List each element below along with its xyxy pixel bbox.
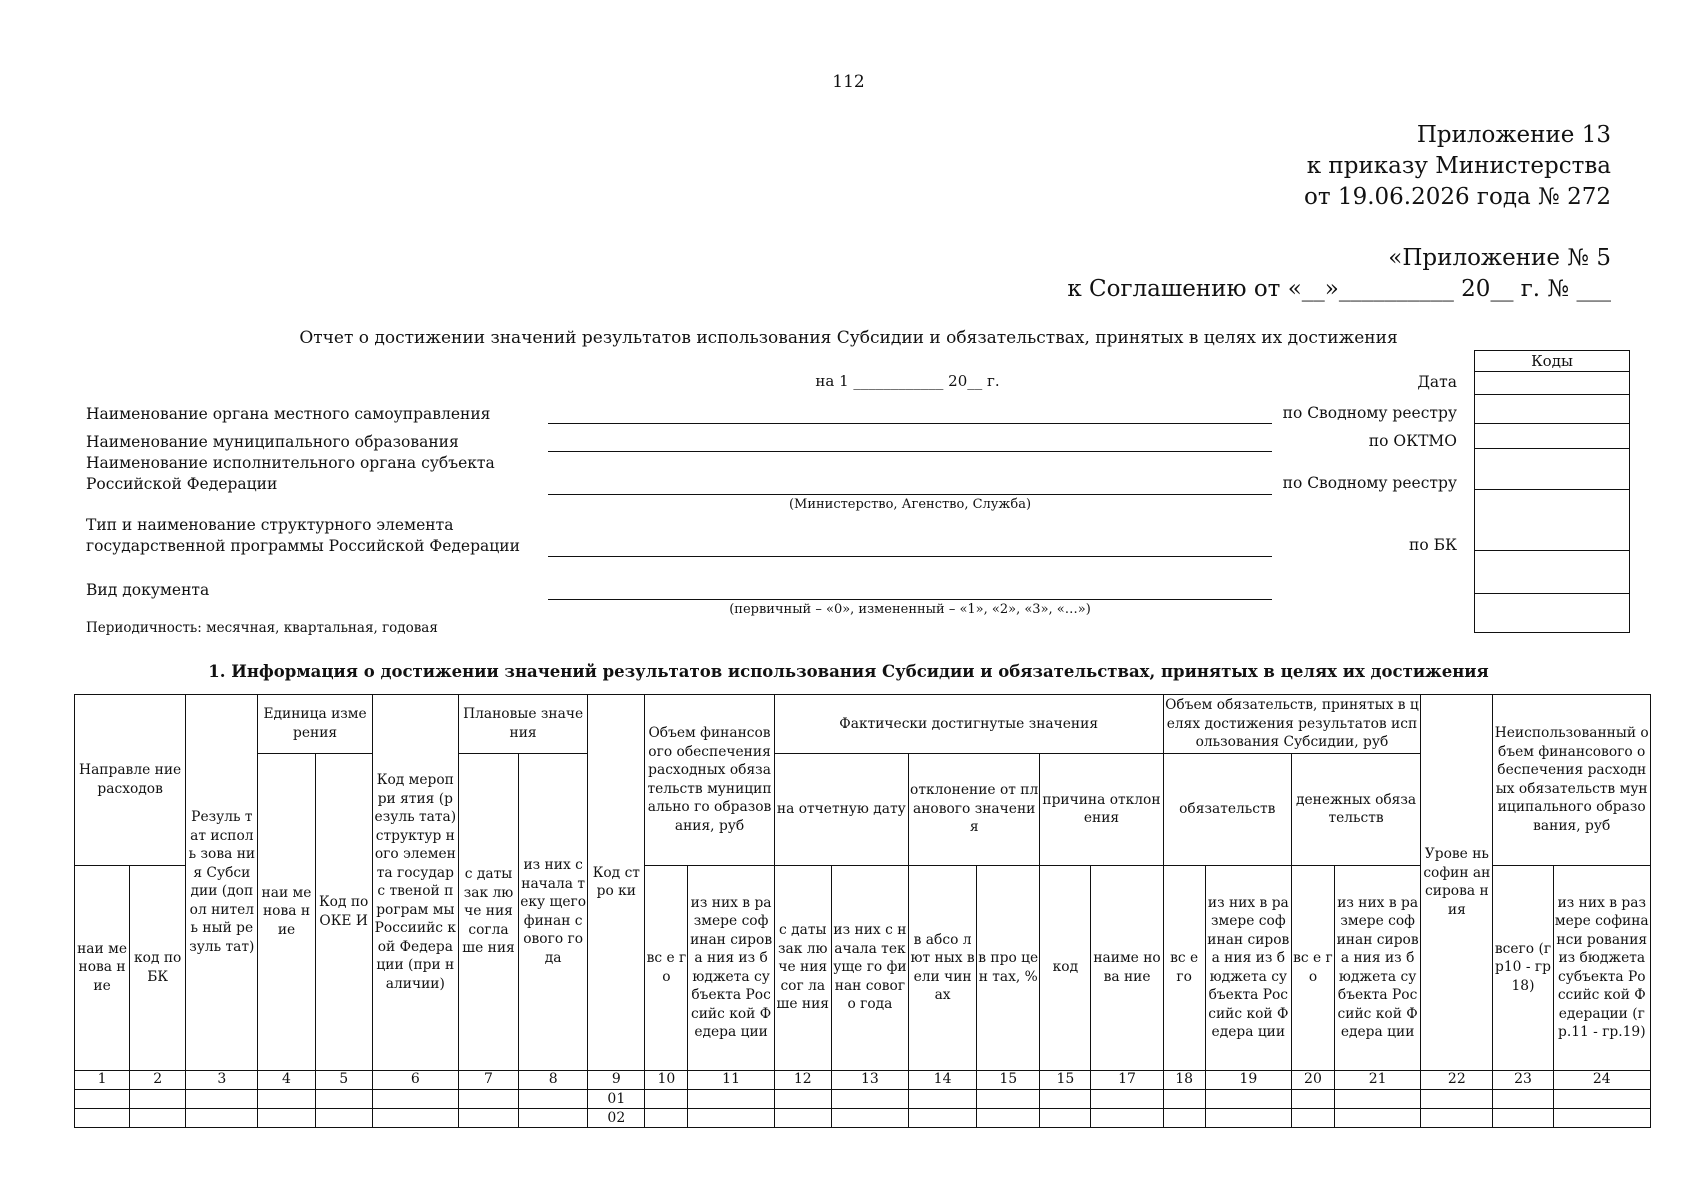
- col-12-header: с даты зак лю че ния сог ла ше ния: [774, 865, 831, 1070]
- col-number: 19: [1205, 1070, 1291, 1089]
- data-cell[interactable]: [458, 1108, 518, 1127]
- data-cell[interactable]: [372, 1108, 458, 1127]
- col-number: 8: [519, 1070, 588, 1089]
- col-5-header: Код по ОКЕ И: [315, 753, 372, 1070]
- local-gov-label: Наименование органа местного самоуправления: [86, 405, 491, 423]
- data-cell[interactable]: [831, 1089, 908, 1108]
- code-label-registry-2: по Сводному реестру: [1282, 474, 1457, 492]
- data-cell[interactable]: [75, 1108, 130, 1127]
- data-cell[interactable]: [774, 1089, 831, 1108]
- data-cell[interactable]: [458, 1089, 518, 1108]
- data-cell[interactable]: [688, 1108, 774, 1127]
- col-number: 5: [315, 1070, 372, 1089]
- data-cell[interactable]: [372, 1089, 458, 1108]
- appendix-line-3: от 19.06.2026 года № 272: [1304, 184, 1611, 210]
- col-14-header: в абсо лют ных вели чинах: [909, 865, 977, 1070]
- header-unit: Единица измерения: [258, 695, 372, 754]
- data-cell[interactable]: [130, 1108, 186, 1127]
- periodicity-note: Периодичность: месячная, квартальная, годовая: [86, 620, 438, 636]
- col-number: 23: [1493, 1070, 1553, 1089]
- annex-line-1: «Приложение № 5: [1388, 245, 1611, 271]
- col-number: 10: [645, 1070, 688, 1089]
- col-7-header: с даты зак лю че ния согла ше ния: [458, 753, 518, 1070]
- data-cell[interactable]: [1421, 1089, 1493, 1108]
- row-code: 01: [588, 1089, 645, 1108]
- code-label-bk: по БК: [1409, 536, 1457, 554]
- col-number: 21: [1335, 1070, 1421, 1089]
- appendix-line-2: к приказу Министерства: [1306, 153, 1611, 179]
- header-on-date: на отчетную дату: [774, 753, 908, 865]
- data-cell[interactable]: [519, 1089, 588, 1108]
- data-cell[interactable]: [1421, 1108, 1493, 1127]
- col-number: 24: [1553, 1070, 1650, 1089]
- data-cell[interactable]: [75, 1089, 130, 1108]
- data-cell[interactable]: [1335, 1108, 1421, 1127]
- col-19-header: из них в размере софинан сирова ния из бюджета субъекта Российс кой Федера ции: [1205, 865, 1291, 1070]
- exec-body-label-1: Наименование исполнительного органа субъекта: [86, 454, 495, 472]
- doc-type-line[interactable]: [548, 599, 1272, 600]
- report-date-line: на 1 ____________ 20__ г.: [815, 372, 1000, 390]
- header-cofin-level: Урове нь софин ан сирова ния: [1421, 695, 1493, 1071]
- code-cell-periodicity[interactable]: [1475, 594, 1630, 633]
- col-20-header: вс е го: [1291, 865, 1334, 1070]
- data-cell[interactable]: [1553, 1108, 1650, 1127]
- code-cell-doc-type[interactable]: [1475, 551, 1630, 594]
- col-number: 1: [75, 1070, 130, 1089]
- program-line[interactable]: [548, 556, 1272, 557]
- header-financing: Объем финансового обеспечения расходных обязательств муниципально го образования, руб: [645, 695, 774, 866]
- header-direction: Направле ние расходов: [75, 695, 186, 866]
- col-15-header: в про цен тах, %: [977, 865, 1040, 1070]
- data-cell[interactable]: [831, 1108, 908, 1127]
- data-cell[interactable]: [977, 1089, 1040, 1108]
- col-23-header: всего (гр10 - гр18): [1493, 865, 1553, 1070]
- local-gov-line[interactable]: [548, 423, 1272, 424]
- header-deviation: отклонение от планового значения: [909, 753, 1040, 865]
- code-cell-date[interactable]: [1475, 372, 1630, 395]
- report-title: Отчет о достижении значений результатов использования Субсидии и обязательствах, принятых в целях их достижения: [299, 328, 1398, 348]
- col-16-header: код: [1040, 865, 1091, 1070]
- exec-body-line[interactable]: [548, 494, 1272, 495]
- table-row: [75, 1108, 1651, 1127]
- col-17-header: наиме нова ние: [1091, 865, 1163, 1070]
- data-cell[interactable]: [645, 1108, 688, 1127]
- col-11-header: из них в размере софинан сирова ния из бюджета субъекта Российс кой Федера ции: [688, 865, 774, 1070]
- header-actual: Фактически достигнутые значения: [774, 695, 1163, 754]
- results-table: [74, 694, 1651, 1128]
- data-cell[interactable]: [1553, 1089, 1650, 1108]
- header-money-obligations: денежных обязательств: [1291, 753, 1420, 865]
- col-number: 14: [909, 1070, 977, 1089]
- data-cell[interactable]: [1493, 1089, 1553, 1108]
- col-number: 4: [258, 1070, 315, 1089]
- col-18-header: вс е го: [1163, 865, 1205, 1070]
- data-cell[interactable]: [1205, 1089, 1291, 1108]
- data-cell[interactable]: [645, 1089, 688, 1108]
- col-2-header: код по БК: [130, 865, 186, 1070]
- data-cell[interactable]: [774, 1108, 831, 1127]
- row-code: 02: [588, 1108, 645, 1127]
- col-number: 13: [831, 1070, 908, 1089]
- col-number: 9: [588, 1070, 645, 1089]
- data-cell[interactable]: [1091, 1108, 1163, 1127]
- codes-table: [1474, 350, 1630, 633]
- data-cell[interactable]: [315, 1089, 372, 1108]
- col-24-header: из них в размере софинанси рования из бюджета субъекта Российс кой Федерации (гр.11 - гр.19): [1553, 865, 1650, 1070]
- col-number: 11: [688, 1070, 774, 1089]
- col-number: 17: [1091, 1070, 1163, 1089]
- header-planned: Плановые значения: [458, 695, 587, 754]
- code-label-oktmo: по ОКТМО: [1368, 432, 1457, 450]
- header-obligations: обязательств: [1163, 753, 1291, 865]
- exec-body-label-2: Российской Федерации: [86, 475, 278, 493]
- data-cell[interactable]: [1040, 1089, 1091, 1108]
- data-cell[interactable]: [909, 1108, 977, 1127]
- col-number: 6: [372, 1070, 458, 1089]
- header-obligations-total: Объем обязательств, принятых в целях достижения результатов использования Субсидии, руб: [1163, 695, 1421, 754]
- data-cell[interactable]: [688, 1089, 774, 1108]
- program-label-1: Тип и наименование структурного элемента: [86, 516, 454, 534]
- data-cell[interactable]: [977, 1108, 1040, 1127]
- doc-type-label: Вид документа: [86, 581, 210, 599]
- data-cell[interactable]: [186, 1089, 258, 1108]
- data-cell[interactable]: [1163, 1108, 1205, 1127]
- col-number: 15: [1040, 1070, 1091, 1089]
- data-cell[interactable]: [1493, 1108, 1553, 1127]
- col-4-header: наи ме нова ние: [258, 753, 315, 1070]
- data-cell[interactable]: [1205, 1108, 1291, 1127]
- col-number: 7: [458, 1070, 518, 1089]
- page-number: 112: [832, 72, 865, 92]
- appendix-line-1: Приложение 13: [1416, 122, 1611, 148]
- col-21-header: из них в размере софинан сирова ния из бюджета субъекта Российс кой Федера ции: [1335, 865, 1421, 1070]
- annex-line-2: к Соглашению от «__»__________ 20__ г. № ___: [1067, 276, 1611, 302]
- col-number: 3: [186, 1070, 258, 1089]
- col-10-header: вс е го: [645, 865, 688, 1070]
- col-number: 18: [1163, 1070, 1205, 1089]
- column-number-row: [75, 1070, 1651, 1089]
- col-number: 15: [977, 1070, 1040, 1089]
- annex-heading: [1067, 243, 1611, 305]
- data-cell[interactable]: [1040, 1108, 1091, 1127]
- code-label-registry-1: по Сводному реестру: [1282, 404, 1457, 422]
- section-title: 1. Информация о достижении значений результатов использования Субсидии и обязательствах, принятых в целях их достижения: [208, 662, 1489, 681]
- header-event-code: Код меропри ятия (резуль тата) структур ного элемента государс твеной програм мы Россиийс кой Федера ции (при наличии): [372, 695, 458, 1071]
- municipality-line[interactable]: [548, 451, 1272, 452]
- data-cell[interactable]: [130, 1089, 186, 1108]
- col-number: 20: [1291, 1070, 1334, 1089]
- doc-type-hint: (первичный – «0», измененный – «1», «2», «3», «…»): [729, 602, 1091, 617]
- col-1-header: наи ме нова ние: [75, 865, 130, 1070]
- appendix-heading: [1304, 120, 1611, 213]
- col-number: 2: [130, 1070, 186, 1089]
- code-cell-oktmo[interactable]: [1475, 424, 1630, 449]
- data-cell[interactable]: [186, 1108, 258, 1127]
- data-cell[interactable]: [1291, 1108, 1334, 1127]
- header-reason: причина отклонения: [1040, 753, 1163, 865]
- code-cell-registry-1[interactable]: [1475, 395, 1630, 424]
- data-cell[interactable]: [1091, 1089, 1163, 1108]
- program-label-2: государственной программы Российской Федерации: [86, 537, 520, 555]
- data-cell[interactable]: [519, 1108, 588, 1127]
- municipality-label: Наименование муниципального образования: [86, 433, 459, 451]
- data-cell[interactable]: [258, 1108, 315, 1127]
- header-row-code: Код стро ки: [588, 695, 645, 1071]
- code-cell-bk[interactable]: [1475, 490, 1630, 551]
- data-cell[interactable]: [1335, 1089, 1421, 1108]
- col-number: 22: [1421, 1070, 1493, 1089]
- code-label-date: Дата: [1417, 373, 1457, 391]
- data-cell[interactable]: [909, 1089, 977, 1108]
- col-number: 12: [774, 1070, 831, 1089]
- data-cell[interactable]: [315, 1108, 372, 1127]
- exec-body-hint: (Министерство, Агенство, Служба): [788, 497, 1032, 512]
- header-unused: Неиспользованный объем финансового обеспечения расходных обязательств муниципального образования, руб: [1493, 695, 1651, 866]
- data-cell[interactable]: [1291, 1089, 1334, 1108]
- data-cell[interactable]: [1163, 1089, 1205, 1108]
- data-cell[interactable]: [258, 1089, 315, 1108]
- col-8-header: из них с начала теку щего финан сового года: [519, 753, 588, 1070]
- code-cell-registry-2[interactable]: [1475, 449, 1630, 490]
- table-row: [75, 1089, 1651, 1108]
- header-result: Резуль тат исполь зова ния Субси дии (допол нитель ный резуль тат): [186, 695, 258, 1071]
- col-13-header: из них с начала текуще го финан сового года: [831, 865, 908, 1070]
- codes-header: Коды: [1475, 351, 1630, 372]
